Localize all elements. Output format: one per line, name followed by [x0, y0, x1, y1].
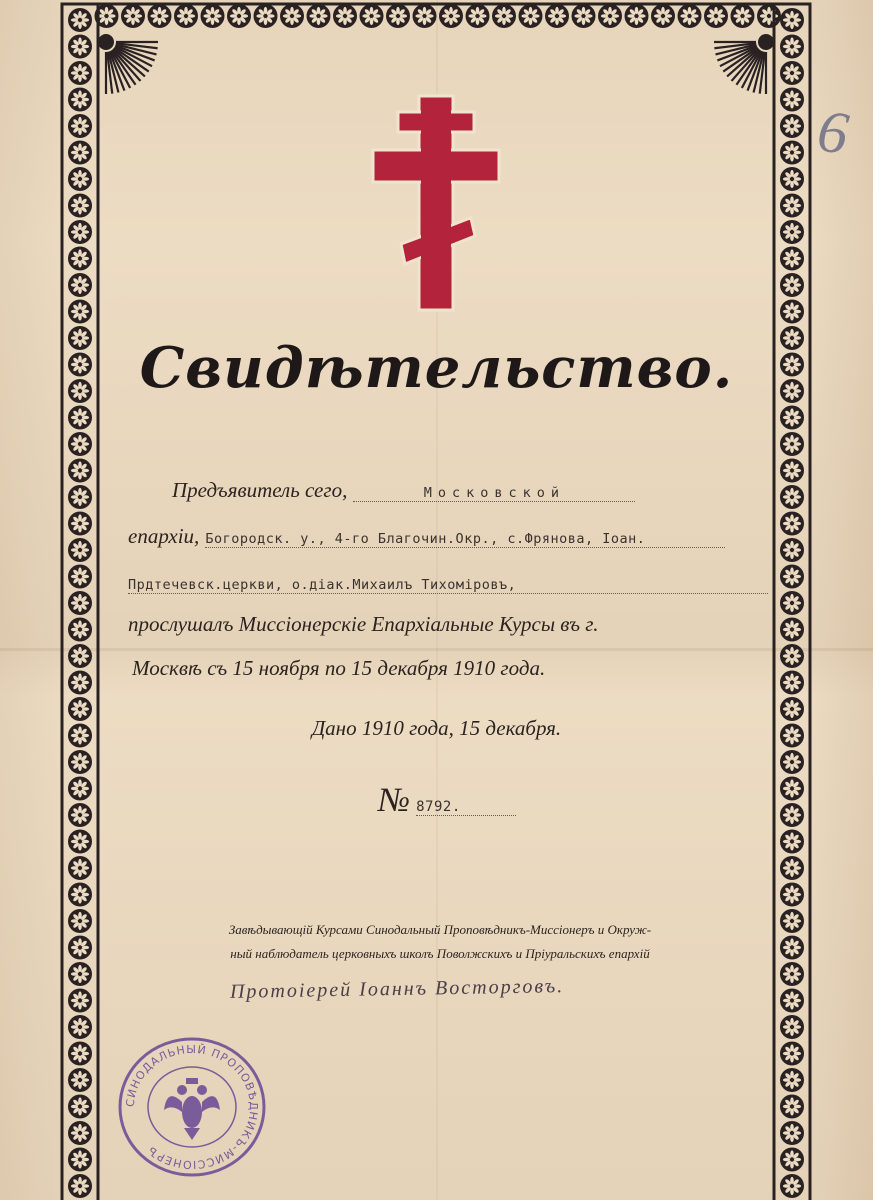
orthodox-cross-icon: [371, 94, 501, 314]
rosette-center: [790, 813, 793, 816]
rosette-center: [78, 601, 81, 604]
rosette-center: [790, 760, 793, 763]
rosette-center: [78, 230, 81, 233]
rosette-center: [790, 124, 793, 127]
rosette-center: [78, 522, 81, 525]
number-sign: №: [378, 782, 411, 819]
rosette-center: [476, 14, 479, 17]
dates-line: Москвѣ съ 15 ноября по 15 декабря 1910 года.: [132, 656, 546, 680]
double-headed-eagle-icon: [164, 1078, 220, 1140]
corner-sunburst-icon: [714, 34, 774, 94]
rosette-center: [661, 14, 664, 17]
eparchy-line: [128, 524, 748, 549]
eparchy-label: епархіи,: [128, 524, 200, 548]
rosette-center: [78, 681, 81, 684]
rosette-center: [790, 71, 793, 74]
rosette-center: [78, 1131, 81, 1134]
corner-sunburst-icon: [98, 34, 158, 94]
rosette-center: [78, 177, 81, 180]
rosette-center: [78, 575, 81, 578]
rosette-center: [741, 14, 744, 17]
rosette-center: [78, 151, 81, 154]
rosette-center: [790, 946, 793, 949]
rosette-center: [790, 469, 793, 472]
number-line: [378, 782, 578, 820]
rosette-center: [790, 283, 793, 286]
church-line: [128, 572, 748, 594]
rosette-center: [264, 14, 267, 17]
rosette-center: [790, 919, 793, 922]
rosette-center: [790, 707, 793, 710]
rosette-center: [529, 14, 532, 17]
rosette-center: [608, 14, 611, 17]
rosette-center: [78, 840, 81, 843]
rosette-center: [635, 14, 638, 17]
rosette-center: [78, 257, 81, 260]
rosette-center: [790, 654, 793, 657]
rosette-center: [423, 14, 426, 17]
rosette-center: [790, 840, 793, 843]
rosette-center: [790, 972, 793, 975]
rosette-center: [343, 14, 346, 17]
rosette-center: [790, 1078, 793, 1081]
rosette-center: [790, 601, 793, 604]
rosette-center: [790, 310, 793, 313]
sunburst-hub: [98, 34, 114, 50]
rosette-center: [790, 787, 793, 790]
rosette-center: [78, 893, 81, 896]
rosette-center: [790, 45, 793, 48]
rosette-center: [790, 204, 793, 207]
rosette-center: [790, 1025, 793, 1028]
rosette-center: [78, 628, 81, 631]
bearer-label: Предъявитель сего,: [172, 478, 348, 502]
bearer-line: [150, 478, 770, 503]
rosette-center: [317, 14, 320, 17]
rosette-center: [78, 1184, 81, 1187]
rosette-center: [790, 999, 793, 1002]
page-number: 6: [813, 97, 853, 167]
rosette-center: [555, 14, 558, 17]
rosette-center: [105, 14, 108, 17]
rosette-center: [78, 946, 81, 949]
rosette-center: [78, 707, 81, 710]
rosette-center: [790, 18, 793, 21]
rosette-center: [78, 919, 81, 922]
rosette-center: [78, 1105, 81, 1108]
rosette-center: [78, 495, 81, 498]
rosette-center: [78, 469, 81, 472]
rosette-center: [78, 416, 81, 419]
rosette-center: [790, 866, 793, 869]
rosette-center: [78, 310, 81, 313]
rosette-center: [78, 972, 81, 975]
rosette-center: [790, 548, 793, 551]
rosette-center: [790, 522, 793, 525]
rosette-center: [790, 495, 793, 498]
rosette-center: [237, 14, 240, 17]
rosette-center: [78, 1078, 81, 1081]
rosette-center: [790, 257, 793, 260]
rosette-center: [790, 442, 793, 445]
rosette-center: [78, 98, 81, 101]
footer-line-1: Завѣдывающій Курсами Синодальный Проповѣдникъ-Миссіонеръ и Окруж-: [228, 922, 652, 937]
rosette-center: [78, 1025, 81, 1028]
rosette-center: [211, 14, 214, 17]
rosette-center: [78, 204, 81, 207]
rosette-center: [78, 1158, 81, 1161]
rosette-center: [790, 1131, 793, 1134]
seal-stamp: [112, 1032, 272, 1182]
church-value: Прдтечевск.церкви, о.діак.Михаилъ Тихоміровъ,: [128, 577, 768, 594]
rosette-center: [290, 14, 293, 17]
rosette-center: [78, 999, 81, 1002]
rosette-center: [790, 1184, 793, 1187]
rosette-center: [78, 442, 81, 445]
rosette-center: [78, 548, 81, 551]
sunburst-hub: [758, 34, 774, 50]
rosette-center: [184, 14, 187, 17]
rosette-center: [790, 230, 793, 233]
rosette-center: [714, 14, 717, 17]
rosette-center: [78, 813, 81, 816]
bearer-diocese-value: Московской: [353, 485, 635, 502]
rosette-center: [78, 866, 81, 869]
document-title: Свидѣтельство.: [139, 335, 734, 401]
rosette-center: [449, 14, 452, 17]
rosette-center: [790, 177, 793, 180]
rosette-center: [78, 760, 81, 763]
rosette-center: [78, 18, 81, 21]
footer-line-2: ный наблюдатель церковныхъ школъ Поволжскихъ и Пріуральскихъ епархій: [230, 946, 650, 961]
rosette-center: [78, 654, 81, 657]
rosette-center: [790, 1052, 793, 1055]
rosette-center: [396, 14, 399, 17]
rosette-center: [370, 14, 373, 17]
rosette-center: [158, 14, 161, 17]
rosette-center: [790, 628, 793, 631]
signature: Протоіерей Іоаннъ Восторговъ.: [229, 975, 565, 1003]
rosette-center: [790, 681, 793, 684]
rosette-center: [502, 14, 505, 17]
rosette-center: [790, 893, 793, 896]
rosette-center: [78, 71, 81, 74]
seal-text: СИНОДАЛЬНЫЙ ПРОПОВѢДНИКЪ-МИССІОНЕРЪ: [123, 1042, 261, 1172]
rosette-center: [790, 416, 793, 419]
rosette-center: [78, 124, 81, 127]
rosette-center: [790, 151, 793, 154]
rosette-center: [78, 45, 81, 48]
rosette-center: [78, 1052, 81, 1055]
number-value: 8792.: [416, 799, 516, 816]
rosette-center: [790, 98, 793, 101]
rosette-center: [78, 787, 81, 790]
rosette-center: [790, 1105, 793, 1108]
eparchy-value: Богородск. у., 4-го Благочин.Окр., с.Фрянова, Іоан.: [205, 531, 725, 548]
rosette-center: [78, 283, 81, 286]
rosette-center: [767, 14, 770, 17]
rosette-center: [131, 14, 134, 17]
rosette-center: [582, 14, 585, 17]
rosette-center: [688, 14, 691, 17]
rosette-center: [790, 575, 793, 578]
issued-line: Дано 1910 года, 15 декабря.: [311, 716, 562, 740]
course-line: прослушалъ Миссіонерскіе Епархіальные Курсы въ г.: [128, 612, 599, 636]
rosette-center: [790, 1158, 793, 1161]
